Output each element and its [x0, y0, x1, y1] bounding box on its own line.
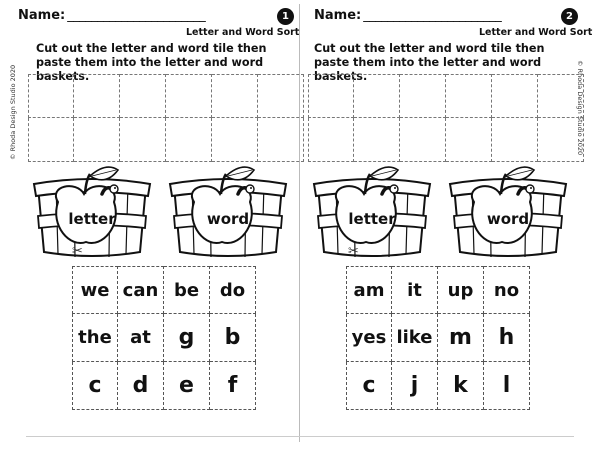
letter-tile[interactable]: c: [72, 362, 118, 410]
word-tile[interactable]: can: [118, 266, 164, 314]
basket-apple-icon: [444, 156, 572, 260]
word-tile[interactable]: it: [392, 266, 438, 314]
paste-cell: [446, 74, 492, 118]
letter-tile[interactable]: f: [210, 362, 256, 410]
word-tile[interactable]: like: [392, 314, 438, 362]
paste-cell: [308, 74, 354, 118]
letter-basket: [28, 156, 156, 256]
word-tile[interactable]: be: [164, 266, 210, 314]
letter-tile[interactable]: d: [118, 362, 164, 410]
paste-cell: [258, 74, 304, 118]
word-tile[interactable]: up: [438, 266, 484, 314]
letter-tile[interactable]: h: [484, 314, 530, 362]
instructions: Cut out the letter and word tile then paste them into the letter and word baskets.: [36, 42, 267, 83]
word-basket: [164, 156, 292, 256]
paste-grid: [28, 74, 304, 162]
worksheet-page-2: [300, 0, 600, 464]
name-field: [18, 8, 205, 23]
letter-tile[interactable]: k: [438, 362, 484, 410]
letter-basket-label: letter: [68, 210, 116, 228]
paste-grid: [308, 74, 584, 162]
letter-basket-label: letter: [348, 210, 396, 228]
paste-cell: [74, 74, 120, 118]
scissors-icon: ✂: [72, 244, 83, 259]
paste-cell: [166, 74, 212, 118]
letter-tile[interactable]: c: [346, 362, 392, 410]
paste-cell: [538, 74, 584, 118]
basket-apple-icon: [28, 156, 156, 260]
paste-cell: [212, 74, 258, 118]
letter-tile[interactable]: b: [210, 314, 256, 362]
name-line: _______________________: [67, 8, 206, 23]
paste-cell: [354, 74, 400, 118]
letter-tile[interactable]: m: [438, 314, 484, 362]
paste-cell: [492, 74, 538, 118]
letter-basket: [308, 156, 436, 256]
copyright-text: © Rhoda Design Studio 2020: [576, 60, 584, 156]
word-tile[interactable]: do: [210, 266, 256, 314]
word-tile[interactable]: the: [72, 314, 118, 362]
name-field: [314, 8, 501, 23]
paste-cell: [28, 74, 74, 118]
worksheet-number-badge: 1: [277, 8, 294, 25]
letter-tile[interactable]: e: [164, 362, 210, 410]
paste-cell: [120, 74, 166, 118]
basket-apple-icon: [164, 156, 292, 260]
letter-tile[interactable]: g: [164, 314, 210, 362]
scissors-icon: ✂: [348, 244, 359, 259]
worksheet-title: Letter and Word Sort: [186, 27, 300, 38]
worksheet-title: Letter and Word Sort: [479, 27, 593, 38]
name-label: Name:: [314, 8, 362, 23]
word-tile[interactable]: am: [346, 266, 392, 314]
letter-tile[interactable]: l: [484, 362, 530, 410]
basket-apple-icon: [308, 156, 436, 260]
worksheet-number-badge: 2: [561, 8, 578, 25]
word-tile[interactable]: we: [72, 266, 118, 314]
word-tiles-grid: [346, 266, 530, 410]
word-tiles-grid: [72, 266, 256, 410]
letter-tile[interactable]: j: [392, 362, 438, 410]
name-label: Name:: [18, 8, 66, 23]
name-line: _______________________: [363, 8, 502, 23]
word-basket: [444, 156, 572, 256]
word-tile[interactable]: no: [484, 266, 530, 314]
word-tile[interactable]: yes: [346, 314, 392, 362]
paste-cell: [400, 74, 446, 118]
instructions: Cut out the letter and word tile then paste them into the letter and word baskets.: [314, 42, 545, 83]
word-basket-label: word: [206, 210, 250, 228]
word-basket-label: word: [486, 210, 530, 228]
copyright-text: © Rhoda Design Studio 2020: [9, 64, 17, 160]
word-tile[interactable]: at: [118, 314, 164, 362]
